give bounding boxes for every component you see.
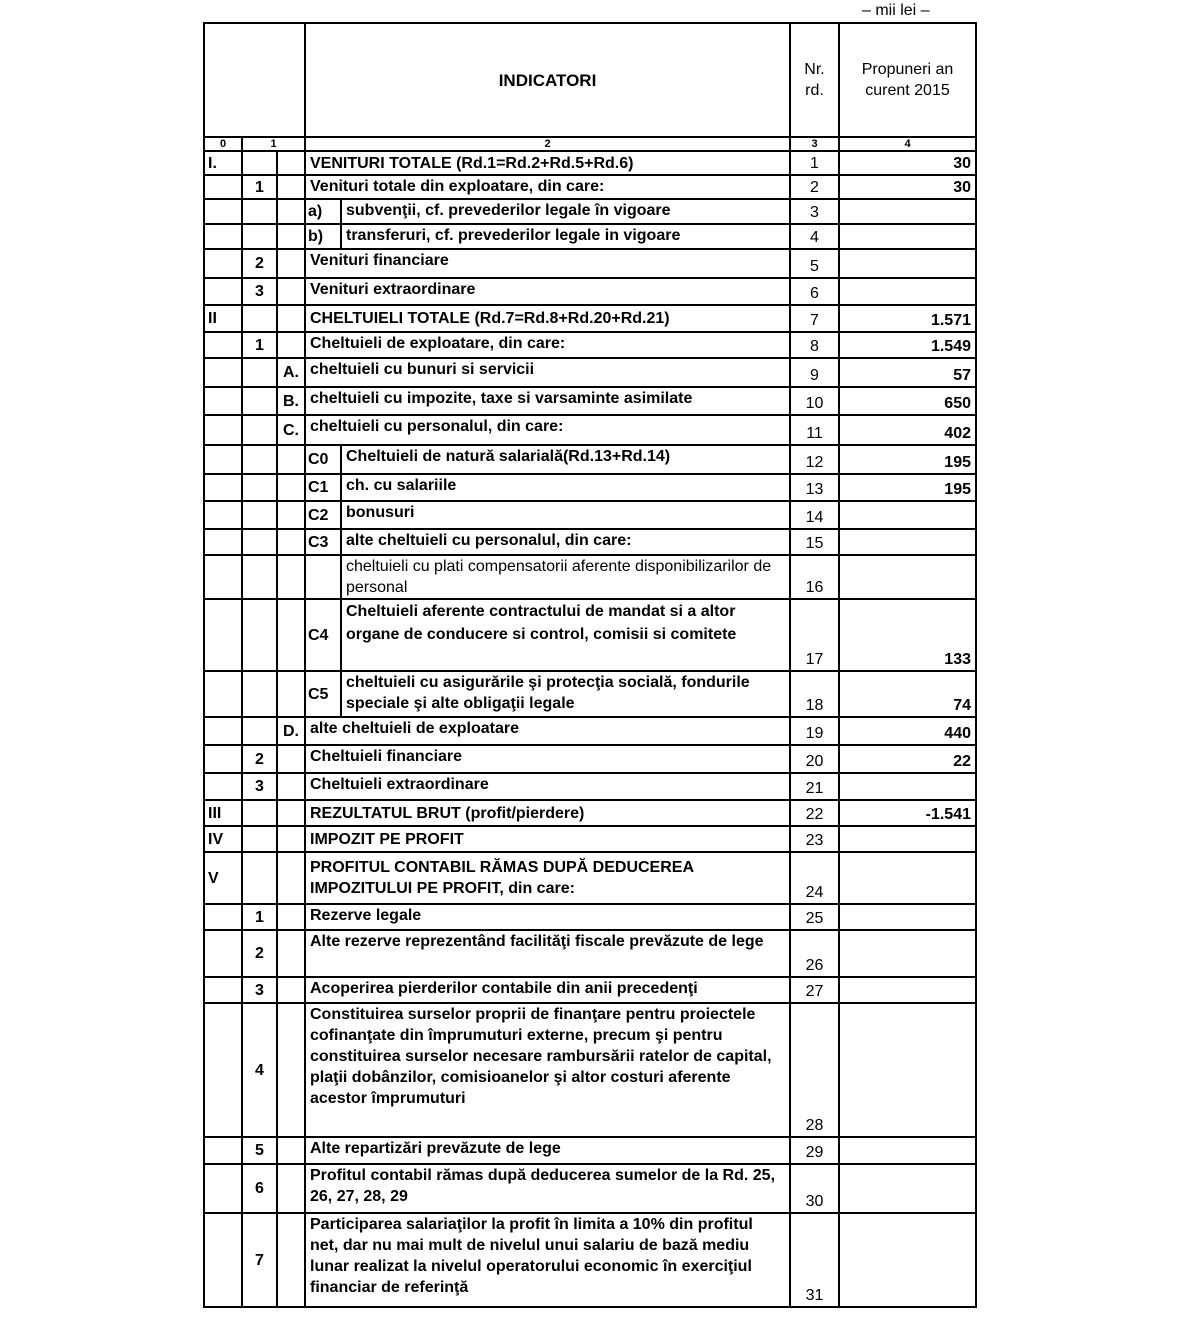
row-number-cell: 6 bbox=[790, 278, 839, 305]
value-cell: 440 bbox=[839, 717, 976, 745]
table-row bbox=[204, 387, 976, 415]
section-cell bbox=[204, 671, 242, 717]
value-cell bbox=[839, 249, 976, 278]
indicator-label: Cheltuieli aferente contractului de mandat si a altor organe de conducere si control, comisii si comitete bbox=[341, 599, 790, 671]
sub-cell bbox=[242, 224, 277, 249]
section-cell bbox=[204, 1003, 242, 1137]
indicator-label: IMPOZIT PE PROFIT bbox=[305, 826, 790, 852]
indicator-label: bonusuri bbox=[341, 501, 790, 529]
section-cell bbox=[204, 387, 242, 415]
indicator-label: subvenţii, cf. prevederilor legale în vigoare bbox=[341, 199, 790, 224]
code-cell bbox=[277, 930, 305, 977]
indicators-header: INDICATORI bbox=[305, 23, 790, 137]
table-row bbox=[204, 249, 976, 278]
row-number-cell: 19 bbox=[790, 717, 839, 745]
table-row bbox=[204, 445, 976, 474]
code-cell: C2 bbox=[305, 501, 341, 529]
code-cell: A. bbox=[277, 358, 305, 387]
indicator-label: REZULTATUL BRUT (profit/pierdere) bbox=[305, 800, 790, 826]
value-cell: -1.541 bbox=[839, 800, 976, 826]
indicator-label: Venituri financiare bbox=[305, 249, 790, 278]
row-number-cell: 21 bbox=[790, 773, 839, 800]
table-row bbox=[204, 852, 976, 904]
col-index-0: 0 bbox=[204, 137, 242, 151]
value-cell: 57 bbox=[839, 358, 976, 387]
table-row bbox=[204, 501, 976, 529]
section-cell bbox=[204, 501, 242, 529]
value-cell: 1.549 bbox=[839, 332, 976, 358]
value-cell bbox=[839, 826, 976, 852]
indicator-label: cheltuieli cu impozite, taxe si varsaminte asimilate bbox=[305, 387, 790, 415]
indicator-label: Participarea salariaţilor la profit în limita a 10% din profitul net, dar nu mai mult de nivelul unui salariu de bază mediu lunar realizat la nivelul operatorului economic în exerciţiul financiar de referinţă bbox=[305, 1213, 790, 1307]
row-number-header: Nr. rd. bbox=[790, 23, 839, 137]
indicator-label: Venituri extraordinare bbox=[305, 278, 790, 305]
table-row bbox=[204, 800, 976, 826]
sub-cell bbox=[242, 599, 277, 671]
col-index-4: 4 bbox=[839, 137, 976, 151]
column-index-row bbox=[204, 137, 976, 151]
sub-cell bbox=[242, 501, 277, 529]
value-cell bbox=[839, 555, 976, 599]
row-number-cell: 3 bbox=[790, 199, 839, 224]
row-number-cell: 27 bbox=[790, 977, 839, 1003]
sub-cell: 1 bbox=[242, 332, 277, 358]
code-cell bbox=[277, 224, 305, 249]
row-number-cell: 16 bbox=[790, 555, 839, 599]
sub-cell: 4 bbox=[242, 1003, 277, 1137]
sub-cell bbox=[242, 415, 277, 445]
code-cell bbox=[277, 977, 305, 1003]
table-row bbox=[204, 474, 976, 501]
table-row bbox=[204, 415, 976, 445]
code-cell: C5 bbox=[305, 671, 341, 717]
sub-cell: 5 bbox=[242, 1137, 277, 1164]
code-cell bbox=[277, 501, 305, 529]
code-cell bbox=[277, 1164, 305, 1213]
section-cell bbox=[204, 745, 242, 773]
sub-cell: 1 bbox=[242, 175, 277, 199]
table-row bbox=[204, 1213, 976, 1307]
sub-cell bbox=[242, 474, 277, 501]
value-cell: 30 bbox=[839, 175, 976, 199]
budget-table bbox=[203, 22, 977, 1308]
table-row bbox=[204, 717, 976, 745]
sub-cell: 3 bbox=[242, 977, 277, 1003]
row-number-cell: 9 bbox=[790, 358, 839, 387]
table-row bbox=[204, 224, 976, 249]
indicator-label: Alte rezerve reprezentând facilităţi fiscale prevăzute de lege bbox=[305, 930, 790, 977]
row-number-cell: 31 bbox=[790, 1213, 839, 1307]
section-cell bbox=[204, 224, 242, 249]
row-number-cell: 30 bbox=[790, 1164, 839, 1213]
indicator-label: Alte repartizări prevăzute de lege bbox=[305, 1137, 790, 1164]
indicator-label: cheltuieli cu plati compensatorii aferente disponibilizarilor de personal bbox=[341, 555, 790, 599]
section-cell: V bbox=[204, 852, 242, 904]
indicator-label: transferuri, cf. prevederilor legale in vigoare bbox=[341, 224, 790, 249]
section-cell bbox=[204, 717, 242, 745]
section-cell bbox=[204, 175, 242, 199]
row-number-cell: 17 bbox=[790, 599, 839, 671]
code-cell bbox=[277, 175, 305, 199]
sub-cell bbox=[242, 199, 277, 224]
sub-cell bbox=[242, 529, 277, 555]
code-cell bbox=[277, 529, 305, 555]
row-number-cell: 8 bbox=[790, 332, 839, 358]
row-number-cell: 15 bbox=[790, 529, 839, 555]
table-row bbox=[204, 826, 976, 852]
code-cell bbox=[277, 278, 305, 305]
indicator-label: Cheltuieli de natură salarială(Rd.13+Rd.14) bbox=[341, 445, 790, 474]
section-cell: I. bbox=[204, 151, 242, 175]
code-cell bbox=[277, 1213, 305, 1307]
code-cell bbox=[277, 773, 305, 800]
row-number-cell: 25 bbox=[790, 904, 839, 930]
table-row bbox=[204, 1003, 976, 1137]
row-number-cell: 23 bbox=[790, 826, 839, 852]
value-cell bbox=[839, 1137, 976, 1164]
sub-cell: 3 bbox=[242, 773, 277, 800]
header-row bbox=[204, 23, 976, 137]
value-cell: 195 bbox=[839, 474, 976, 501]
value-cell bbox=[839, 930, 976, 977]
value-cell: 1.571 bbox=[839, 305, 976, 332]
sub-cell: 1 bbox=[242, 904, 277, 930]
code-cell: C4 bbox=[305, 599, 341, 671]
code-cell bbox=[277, 826, 305, 852]
row-number-cell: 18 bbox=[790, 671, 839, 717]
code-cell: C. bbox=[277, 415, 305, 445]
row-number-cell: 10 bbox=[790, 387, 839, 415]
sub-cell: 6 bbox=[242, 1164, 277, 1213]
sub-cell bbox=[242, 445, 277, 474]
sub-cell: 3 bbox=[242, 278, 277, 305]
indicator-label: ch. cu salariile bbox=[341, 474, 790, 501]
table-row bbox=[204, 529, 976, 555]
row-number-cell: 20 bbox=[790, 745, 839, 773]
row-number-cell: 7 bbox=[790, 305, 839, 332]
proposal-header: Propuneri an curent 2015 bbox=[839, 23, 976, 137]
row-number-cell: 11 bbox=[790, 415, 839, 445]
row-number-cell: 12 bbox=[790, 445, 839, 474]
table-row bbox=[204, 278, 976, 305]
indicator-label: alte cheltuieli de exploatare bbox=[305, 717, 790, 745]
value-cell: 74 bbox=[839, 671, 976, 717]
value-cell bbox=[839, 529, 976, 555]
value-cell bbox=[839, 501, 976, 529]
sub-cell bbox=[242, 717, 277, 745]
value-cell: 402 bbox=[839, 415, 976, 445]
col-index-1: 1 bbox=[242, 137, 305, 151]
value-cell bbox=[839, 278, 976, 305]
code-cell bbox=[277, 199, 305, 224]
section-cell bbox=[204, 773, 242, 800]
value-cell bbox=[839, 904, 976, 930]
sub-cell bbox=[242, 305, 277, 332]
indicator-label: cheltuieli cu asigurările şi protecţia socială, fondurile speciale şi alte obligaţii legale bbox=[341, 671, 790, 717]
table-row bbox=[204, 175, 976, 199]
section-cell bbox=[204, 415, 242, 445]
table-row bbox=[204, 199, 976, 224]
section-cell: II bbox=[204, 305, 242, 332]
section-cell bbox=[204, 249, 242, 278]
indicator-label: cheltuieli cu personalul, din care: bbox=[305, 415, 790, 445]
code-cell: B. bbox=[277, 387, 305, 415]
row-number-cell: 2 bbox=[790, 175, 839, 199]
indicator-label: cheltuieli cu bunuri si servicii bbox=[305, 358, 790, 387]
section-cell bbox=[204, 930, 242, 977]
row-number-cell: 29 bbox=[790, 1137, 839, 1164]
code-cell bbox=[277, 599, 305, 671]
table-row bbox=[204, 1164, 976, 1213]
value-cell bbox=[839, 199, 976, 224]
indicator-label: PROFITUL CONTABIL RĂMAS DUPĂ DEDUCEREA IMPOZITULUI PE PROFIT, din care: bbox=[305, 852, 790, 904]
table-row bbox=[204, 358, 976, 387]
table-row bbox=[204, 305, 976, 332]
row-number-cell: 13 bbox=[790, 474, 839, 501]
sub-cell: 2 bbox=[242, 745, 277, 773]
section-cell bbox=[204, 278, 242, 305]
section-cell bbox=[204, 1164, 242, 1213]
code-cell: a) bbox=[305, 199, 341, 224]
table-row bbox=[204, 599, 976, 671]
table-row bbox=[204, 977, 976, 1003]
indicator-label: Rezerve legale bbox=[305, 904, 790, 930]
code-cell: C3 bbox=[305, 529, 341, 555]
value-cell bbox=[839, 977, 976, 1003]
code-cell: C0 bbox=[305, 445, 341, 474]
code-cell bbox=[277, 745, 305, 773]
sub-cell: 2 bbox=[242, 930, 277, 977]
unit-label: – mii lei – bbox=[862, 2, 930, 19]
section-cell: IV bbox=[204, 826, 242, 852]
row-number-cell: 1 bbox=[790, 151, 839, 175]
section-cell bbox=[204, 904, 242, 930]
section-cell bbox=[204, 599, 242, 671]
code-cell bbox=[277, 474, 305, 501]
table-row bbox=[204, 151, 976, 175]
section-cell bbox=[204, 332, 242, 358]
value-cell bbox=[839, 1213, 976, 1307]
code-cell bbox=[277, 555, 305, 599]
indicator-label: Venituri totale din exploatare, din care: bbox=[305, 175, 790, 199]
sub-cell bbox=[242, 671, 277, 717]
code-cell: b) bbox=[305, 224, 341, 249]
value-cell bbox=[839, 852, 976, 904]
table-row bbox=[204, 773, 976, 800]
value-cell bbox=[839, 224, 976, 249]
section-cell: III bbox=[204, 800, 242, 826]
value-cell: 30 bbox=[839, 151, 976, 175]
sub-cell bbox=[242, 800, 277, 826]
section-cell bbox=[204, 199, 242, 224]
value-cell: 195 bbox=[839, 445, 976, 474]
section-cell bbox=[204, 474, 242, 501]
sub-cell bbox=[242, 852, 277, 904]
table-row bbox=[204, 930, 976, 977]
code-cell bbox=[277, 800, 305, 826]
row-number-cell: 22 bbox=[790, 800, 839, 826]
indicator-label: alte cheltuieli cu personalul, din care: bbox=[341, 529, 790, 555]
sub-cell bbox=[242, 826, 277, 852]
value-cell: 133 bbox=[839, 599, 976, 671]
table-row bbox=[204, 1137, 976, 1164]
header-blank-cell bbox=[204, 23, 305, 137]
code-cell bbox=[277, 445, 305, 474]
indicator-label: CHELTUIELI TOTALE (Rd.7=Rd.8+Rd.20+Rd.21) bbox=[305, 305, 790, 332]
row-number-cell: 4 bbox=[790, 224, 839, 249]
row-number-cell: 14 bbox=[790, 501, 839, 529]
section-cell bbox=[204, 1213, 242, 1307]
sub-cell: 2 bbox=[242, 249, 277, 278]
section-cell bbox=[204, 445, 242, 474]
code-cell bbox=[277, 332, 305, 358]
code-cell bbox=[277, 671, 305, 717]
col-index-3: 3 bbox=[790, 137, 839, 151]
code-cell bbox=[305, 555, 341, 599]
section-cell bbox=[204, 1137, 242, 1164]
indicator-label: Cheltuieli de exploatare, din care: bbox=[305, 332, 790, 358]
indicator-label: Profitul contabil rămas după deducerea sumelor de la Rd. 25, 26, 27, 28, 29 bbox=[305, 1164, 790, 1213]
sub-cell: 7 bbox=[242, 1213, 277, 1307]
indicator-label: Acoperirea pierderilor contabile din anii precedenţi bbox=[305, 977, 790, 1003]
row-number-cell: 26 bbox=[790, 930, 839, 977]
table-row bbox=[204, 555, 976, 599]
row-number-cell: 24 bbox=[790, 852, 839, 904]
section-cell bbox=[204, 977, 242, 1003]
section-cell bbox=[204, 555, 242, 599]
indicator-label: Constituirea surselor proprii de finanţare pentru proiectele cofinanţate din împrumuturi externe, precum şi pentru constituirea surselor necesare rambursării ratelor de capital, plaţii dobânzilor, comisioanelor şi altor costuri aferente acestor împrumuturi bbox=[305, 1003, 790, 1137]
indicator-label: Cheltuieli extraordinare bbox=[305, 773, 790, 800]
row-number-cell: 28 bbox=[790, 1003, 839, 1137]
value-cell bbox=[839, 773, 976, 800]
code-cell: C1 bbox=[305, 474, 341, 501]
indicator-label: Cheltuieli financiare bbox=[305, 745, 790, 773]
code-cell bbox=[277, 1137, 305, 1164]
code-cell bbox=[277, 151, 305, 175]
value-cell bbox=[839, 1003, 976, 1137]
code-cell bbox=[277, 904, 305, 930]
code-cell: D. bbox=[277, 717, 305, 745]
sub-cell bbox=[242, 358, 277, 387]
code-cell bbox=[277, 305, 305, 332]
col-index-2: 2 bbox=[305, 137, 790, 151]
value-cell: 22 bbox=[839, 745, 976, 773]
code-cell bbox=[277, 249, 305, 278]
row-number-cell: 5 bbox=[790, 249, 839, 278]
sub-cell bbox=[242, 387, 277, 415]
section-cell bbox=[204, 529, 242, 555]
indicator-label: VENITURI TOTALE (Rd.1=Rd.2+Rd.5+Rd.6) bbox=[305, 151, 790, 175]
table-row bbox=[204, 671, 976, 717]
sub-cell bbox=[242, 555, 277, 599]
table-row bbox=[204, 332, 976, 358]
table-row bbox=[204, 745, 976, 773]
section-cell bbox=[204, 358, 242, 387]
table-row bbox=[204, 904, 976, 930]
code-cell bbox=[277, 1003, 305, 1137]
code-cell bbox=[277, 852, 305, 904]
sub-cell bbox=[242, 151, 277, 175]
value-cell bbox=[839, 1164, 976, 1213]
value-cell: 650 bbox=[839, 387, 976, 415]
